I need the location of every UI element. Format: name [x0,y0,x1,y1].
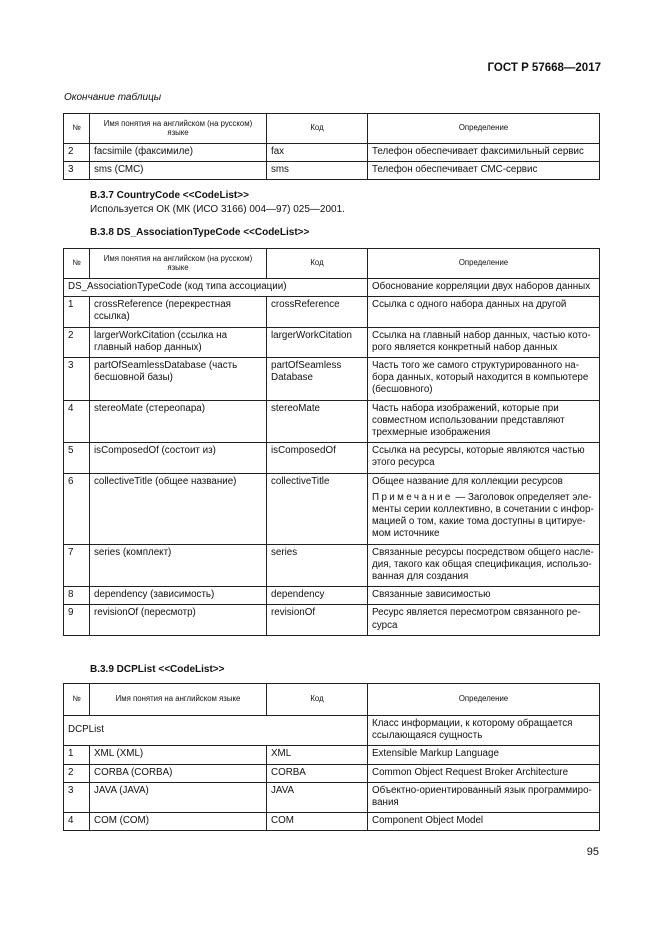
cell-no: 3 [64,162,90,180]
cell-code: fax [267,144,368,162]
cell-no: 1 [64,297,90,327]
cell-no: 3 [64,358,90,401]
cell-definition: Extensible Markup Language [368,746,600,764]
table-header-row [64,684,600,716]
cell-no: 2 [64,144,90,162]
table-header-row [64,114,600,144]
cell-no: 3 [64,782,90,812]
cell-definition [368,473,600,544]
class-name: DCPList [64,716,368,746]
table-row [64,605,600,635]
cell-name: facsimile (факсимиле) [90,144,267,162]
cell-code: crossReference [267,297,368,327]
cell-definition: Component Object Model [368,813,600,831]
cell-code: COM [267,813,368,831]
section-b37-title: B.3.7 CountryCode <<CodeList>> [90,190,249,201]
cell-code: series [267,544,368,587]
cell-no: 6 [64,473,90,544]
cell-code: CORBA [267,764,368,782]
cell-definition: Ссылка с одного набора данных на другой [368,297,600,327]
section-b37-text: Используется ОК (МК (ИСО 3166) 004—97) 025—2001. [90,204,345,215]
cell-definition: Ссылка на главный набор данных, частью которого является конкретный набор данных [368,327,600,357]
col-header-no: № [64,684,90,716]
cell-no: 1 [64,746,90,764]
cell-code: largerWorkCitation [267,327,368,357]
section-b39-title: B.3.9 DCPList <<CodeList>> [90,664,225,675]
table-row [64,473,600,544]
col-header-code: Код [267,114,368,144]
cell-definition: Связанные зависимостью [368,587,600,605]
definition-text: Общее название для коллекции ресурсов [372,475,563,487]
table-row [64,746,600,764]
document-id: ГОСТ Р 57668—2017 [487,62,601,74]
table-contact-codes [63,113,600,180]
cell-definition: Часть набора изображений, которые при совместном использовании представляют трехмерные изображения [368,400,600,443]
cell-name: JAVA (JAVA) [90,782,267,812]
cell-name: revisionOf (пересмотр) [90,605,267,635]
note-label: Примечание [372,491,453,503]
col-header-definition: Определение [368,114,600,144]
class-name: DS_AssociationTypeCode (код типа ассоциации) [64,279,368,297]
note-text: — Заголовок определяет элементы серии коллективно, в сочетании с информацией о том, какие тома доступны в цитируемом источнике [372,491,594,540]
cell-name: series (комплект) [90,544,267,587]
cell-code: revisionOf [267,605,368,635]
cell-name: isComposedOf (состоит из) [90,443,267,473]
cell-code: dependency [267,587,368,605]
class-definition: Класс информации, к которому обращается ссылающаяся сущность [368,716,600,746]
col-header-name: Имя понятия на английском (на русском) языке [90,249,267,279]
table-row [64,400,600,443]
cell-name: collectiveTitle (общее название) [90,473,267,544]
table-row [64,587,600,605]
table-caption: Окончание таблицы [64,92,162,103]
cell-name: crossReference (перекрестная ссылка) [90,297,267,327]
note [372,492,595,541]
cell-name: largerWorkCitation (ссылка на главный набор данных) [90,327,267,357]
table-row [64,813,600,831]
table-row [64,358,600,401]
cell-definition: Ссылка на ресурсы, которые являются частью этого ресурса [368,443,600,473]
table-row [64,782,600,812]
cell-definition: Часть того же самого структурированного набора данных, который находится в компьютере (бесшовного) [368,358,600,401]
cell-definition: Ресурс является пересмотром связанного ресурса [368,605,600,635]
cell-code: collectiveTitle [267,473,368,544]
col-header-name: Имя понятия на английском языке [90,684,267,716]
cell-no: 4 [64,813,90,831]
page-number: 95 [586,846,599,858]
table-row [64,297,600,327]
cell-code: XML [267,746,368,764]
cell-name: CORBA (CORBA) [90,764,267,782]
col-header-definition: Определение [368,249,600,279]
table-row [64,144,600,162]
col-header-definition: Определение [368,684,600,716]
cell-no: 2 [64,764,90,782]
table-row [64,162,600,180]
cell-code: sms [267,162,368,180]
cell-code: partOfSeamless Database [267,358,368,401]
cell-code: stereoMate [267,400,368,443]
cell-code: isComposedOf [267,443,368,473]
cell-no: 5 [64,443,90,473]
table-row [64,764,600,782]
cell-name: dependency (зависимость) [90,587,267,605]
col-header-code: Код [267,249,368,279]
col-header-code: Код [267,684,368,716]
table-association-type [63,248,600,636]
class-definition: Обоснование корреляции двух наборов данных [368,279,600,297]
cell-code: JAVA [267,782,368,812]
cell-definition: Объектно-ориентированный язык программирования [368,782,600,812]
cell-name: stereoMate (стереопара) [90,400,267,443]
cell-no: 4 [64,400,90,443]
col-header-no: № [64,114,90,144]
table-header-row [64,249,600,279]
table-row [64,327,600,357]
table-row [64,544,600,587]
col-header-no: № [64,249,90,279]
cell-no: 7 [64,544,90,587]
cell-definition: Связанные ресурсы посредством общего наследия, такого как общая спецификация, использованная для создания [368,544,600,587]
cell-no: 2 [64,327,90,357]
cell-definition: Common Object Request Broker Architecture [368,764,600,782]
table-class-row [64,716,600,746]
cell-no: 8 [64,587,90,605]
cell-name: sms (СМС) [90,162,267,180]
col-header-name: Имя понятия на английском (на русском) языке [90,114,267,144]
cell-name: COM (COM) [90,813,267,831]
cell-definition: Телефон обеспечивает факсимильный сервис [368,144,600,162]
table-row [64,443,600,473]
table-dcp-list [63,683,600,831]
section-b38-title: B.3.8 DS_AssociationTypeCode <<CodeList>> [90,227,310,238]
cell-no: 9 [64,605,90,635]
cell-definition: Телефон обеспечивает СМС-сервис [368,162,600,180]
cell-name: XML (XML) [90,746,267,764]
table-class-row [64,279,600,297]
cell-name: partOfSeamlessDatabase (часть бесшовной базы) [90,358,267,401]
